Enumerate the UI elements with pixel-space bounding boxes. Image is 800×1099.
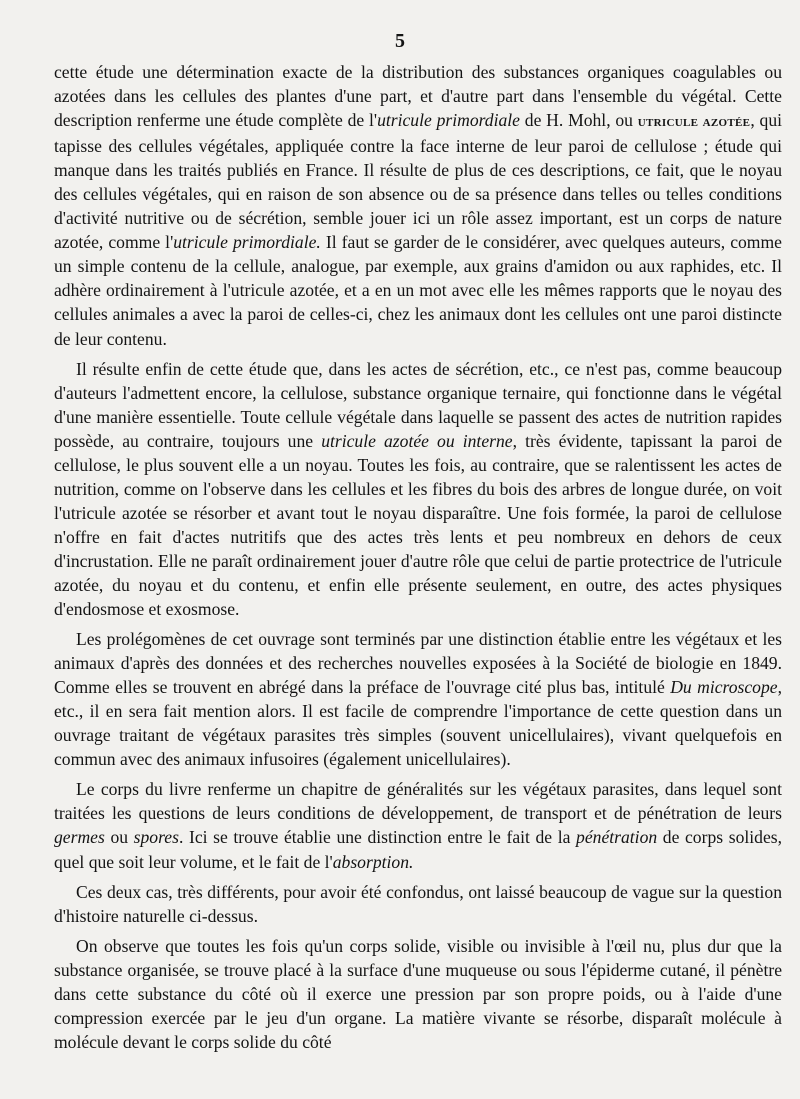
small-caps-text: utricule azotée	[637, 114, 751, 131]
page-body-text	[54, 60, 782, 1060]
italic-text: utricule primordiale	[377, 110, 520, 131]
italic-text: germes	[54, 827, 105, 848]
text-run: Ces deux cas, très différents, pour avoir été confondus, ont laissé beaucoup de vague sur la question d'histoire naturelle ci-dessus.	[54, 881, 782, 926]
paragraph	[54, 357, 782, 622]
text-run: On observe que toutes les fois qu'un corps solide, visible ou invisible à l'œil nu, plus dur que la substance organisée, se trouve placé à la surface d'une muqueuse ou sous l'épiderme cutané, il pénètre dans cette substance du côté où il exerce une pression par son propre poids, ou à l'aide d'une compression exercée par le jeu d'un organe. La matière vivante se résorbe, disparaît molécule à molécule devant le corps solide du côté	[54, 935, 782, 1052]
page-number: 5	[395, 30, 405, 52]
text-run: Les prolégomènes de cet ouvrage sont terminés par une distinction établie entre les végétaux et les animaux d'après des données et des recherches nouvelles exposées à la Société de biologie en 1849. Comme elles se trouvent en abrégé dans la préface de l'ouvrage cité plus bas, intitulé	[54, 629, 782, 698]
text-run: , qui tapisse des cellules végétales, appliquée contre la face interne de leur paroi de cellulose ; étude qui manque dans les traités publiés en France. Il résulte de plus de ces descriptions, ce fait, que le noyau des cellules végétales, qui en raison de son absence ou de sa présence dans telles ou telles conditions d'activité nutritive ou de sécrétion, semble jouer ici un rôle assez important, est un corps de nature azotée, comme l'	[54, 110, 782, 253]
text-run: cette étude une détermination exacte de la distribution des substances organiques coagulables ou azotées dans les cellules des plantes d'une part, et d'autre part dans l'ensemble du végétal. Cette description renferme une étude complète de l'	[54, 62, 782, 131]
text-run: Il faut se garder de le considérer, avec quelques auteurs, comme un simple contenu de la cellule, analogue, par exemple, aux grains d'amidon ou aux raphides, etc. Il adhère ordinairement à l'utricule azotée, et a en un mot avec elle les mêmes rapports que le noyau des cellules animales a avec la paroi de celles-ci, chez les animaux dont les cellules ont une paroi distincte de leur contenu.	[54, 232, 782, 349]
italic-text: utricule primordiale.	[173, 232, 321, 253]
text-run: Le corps du livre renferme un chapitre de généralités sur les végétaux parasites, dans lequel sont traitées les questions de leurs conditions de développement, de transport et de pénétration de leurs	[54, 779, 782, 824]
text-run: , très évidente, tapissant la paroi de cellulose, le plus souvent elle a un noyau. Toutes les fois, au contraire, que se ralentissent les actes de nutrition, comme on l'observe dans les cellules et les fibres du bois des arbres de longue durée, on voit l'utricule azotée se résorber et avant tout le noyau disparaître. Une fois formée, la paroi de cellulose n'offre en fait d'actes nutritifs que des actes très lents et peu nombreux en dehors de ceux d'incrustation. Elle ne paraît ordinairement jouer d'autre rôle que celui de partie protectrice de l'utricule azotée, du noyau et du contenu, et enfin elle présente seulement, en outre, des actes physiques d'endosmose et exosmose.	[54, 430, 782, 620]
text-run: . Ici se trouve établie une distinction entre le fait de la	[178, 827, 577, 848]
paragraph	[54, 627, 782, 771]
paragraph	[54, 934, 782, 1054]
paragraph	[54, 880, 782, 928]
text-run: de corps solides, quel que soit leur volume, et le fait de l'	[54, 827, 782, 872]
text-run: ou	[104, 827, 134, 848]
paragraph	[54, 777, 782, 873]
text-run: de H. Mohl, ou	[519, 110, 638, 131]
italic-text: utricule azotée ou interne	[321, 430, 513, 451]
text-run: Il résulte enfin de cette étude que, dans les actes de sécrétion, etc., ce n'est pas, comme beaucoup d'auteurs l'admettent encore, la cellulose, substance organique ternaire, qui fonctionne dans le végétal d'une manière essentielle. Toute cellule végétale dans laquelle se passent des actes de nutrition rapides possède, au contraire, toujours une	[54, 358, 782, 451]
italic-text: pénétration	[576, 827, 658, 848]
italic-text: Du microscope	[670, 677, 778, 698]
paragraph	[54, 60, 782, 351]
text-run: , etc., il en sera fait mention alors. Il est facile de comprendre l'importance de cette question dans un ouvrage traitant de végétaux parasites très simples (souvent unicellulaires), vivant quelquefois en commun avec des animaux infusoires (également unicellulaires).	[54, 677, 782, 770]
italic-text: spores	[133, 827, 179, 848]
italic-text: absorption.	[332, 851, 414, 872]
